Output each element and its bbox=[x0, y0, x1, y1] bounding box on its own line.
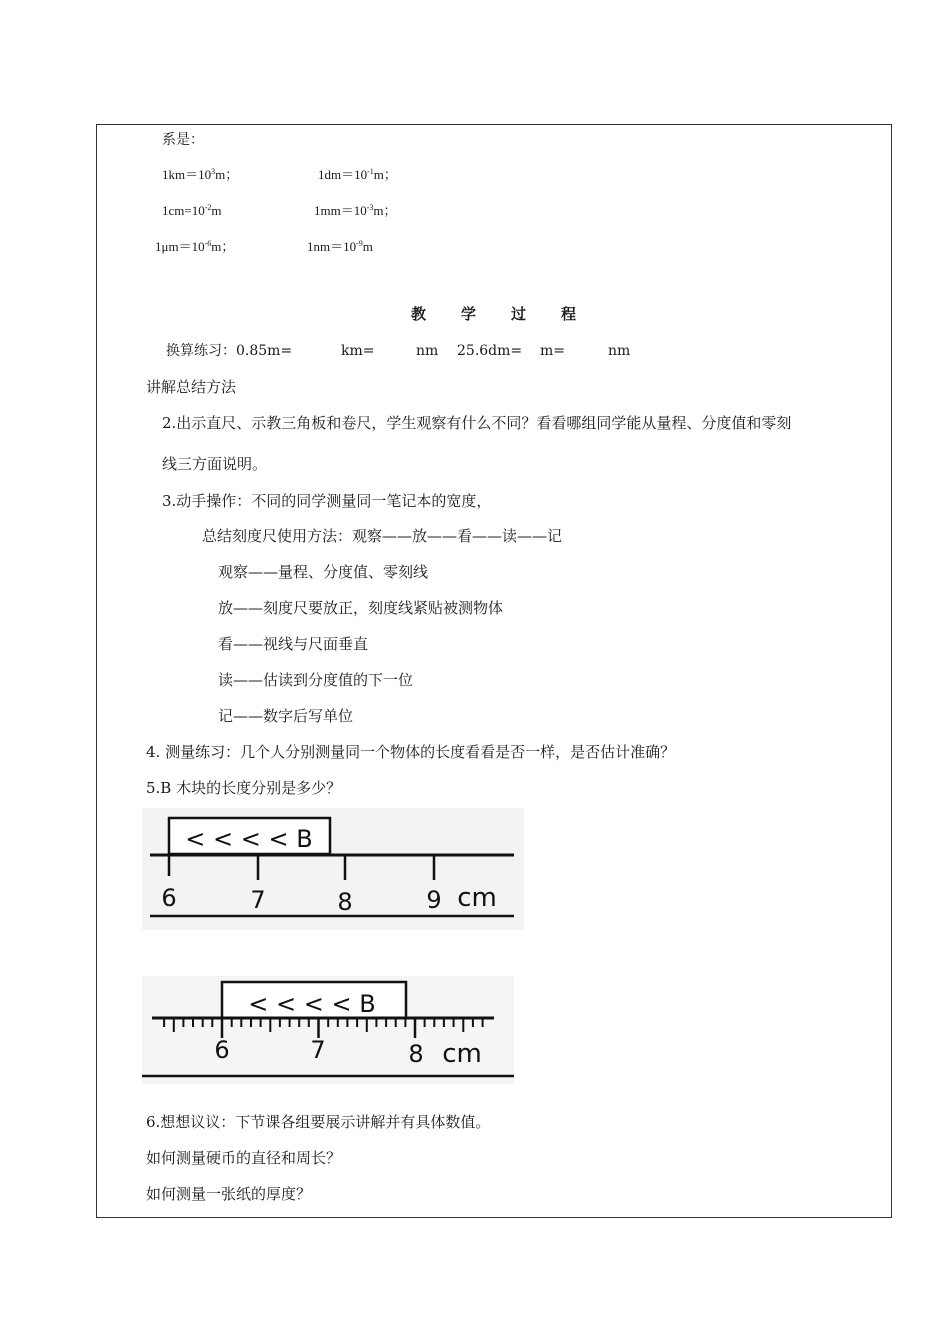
item-5: 5.B 木块的长度分别是多少？ bbox=[146, 779, 342, 797]
unit-label: cm bbox=[442, 1039, 482, 1069]
conversion-label: 换算练习：0.85m= bbox=[166, 343, 293, 359]
section-heading-char: 教 bbox=[411, 305, 427, 323]
summary-method: 讲解总结方法 bbox=[146, 378, 237, 396]
item-2-line-1: 2.出示直尺、示教三角板和卷尺，学生观察有什么不同？看看哪组同学能从量程、分度值和零刻 bbox=[162, 414, 792, 432]
cm-relation: $1cm=10^{-2}m$ bbox=[162, 203, 222, 218]
conversion-unit-nm-2: nm bbox=[608, 343, 631, 359]
section-heading-char: 过 bbox=[511, 305, 527, 323]
nm-relation: $1nm=10^{-9}m$ bbox=[307, 239, 373, 254]
tick-label: 8 bbox=[408, 1040, 424, 1068]
conversion-unit-km: km= bbox=[341, 343, 375, 359]
item-3: 3.动手操作：不同的同学测量同一笔记本的宽度， bbox=[162, 492, 492, 510]
conversion-unit-m: m= bbox=[540, 343, 566, 359]
tick-label: 6 bbox=[214, 1036, 230, 1064]
conversion-value-dm: 25.6dm= bbox=[457, 343, 523, 359]
block-label: < < < < B bbox=[185, 825, 313, 853]
ruler-figure-1 bbox=[142, 808, 524, 930]
unit-label: cm bbox=[457, 883, 497, 913]
um-relation: $1\mu m=10^{-6}m$； bbox=[155, 239, 235, 254]
block-label: < < < < B bbox=[248, 990, 376, 1018]
conversion-unit-nm: nm bbox=[416, 343, 439, 359]
ruler-figure-2 bbox=[142, 976, 514, 1084]
dm-relation: $1dm=10^{-1}m$； bbox=[318, 167, 397, 182]
step-observe: 观察——量程、分度值、零刻线 bbox=[218, 563, 429, 581]
relations-intro: 系是： bbox=[162, 132, 204, 148]
ruler-1-svg bbox=[142, 808, 524, 930]
step-record: 记——数字后写单位 bbox=[218, 707, 354, 725]
tick-label: 9 bbox=[426, 886, 442, 914]
tick-label: 6 bbox=[161, 884, 177, 912]
tick-label: 7 bbox=[310, 1036, 326, 1064]
km-relation: $1km=10^3m$； bbox=[162, 167, 239, 182]
step-place: 放——刻度尺要放正，刻度线紧贴被测物体 bbox=[218, 599, 504, 617]
tick-label: 7 bbox=[250, 886, 266, 914]
item-2-line-2: 线三方面说明。 bbox=[162, 455, 268, 473]
mm-relation: $1mm=10^{-3}m$； bbox=[314, 203, 397, 218]
method-title: 总结刻度尺使用方法：观察——放——看——读——记 bbox=[202, 527, 563, 545]
step-read: 读——估读到分度值的下一位 bbox=[218, 671, 414, 689]
step-look: 看——视线与尺面垂直 bbox=[218, 635, 369, 653]
question-paper: 如何测量一张纸的厚度？ bbox=[146, 1185, 312, 1203]
item-6: 6.想想议议：下节课各组要展示讲解并有具体数值。 bbox=[146, 1113, 491, 1131]
tick-label: 8 bbox=[337, 888, 353, 916]
section-heading-char: 学 bbox=[461, 305, 477, 323]
question-coin: 如何测量硬币的直径和周长？ bbox=[146, 1149, 342, 1167]
section-heading-char: 程 bbox=[561, 305, 577, 323]
ruler-2-svg bbox=[142, 976, 514, 1084]
item-4: 4. 测量练习：几个人分别测量同一个物体的长度看看是否一样，是否估计准确？ bbox=[146, 743, 676, 761]
